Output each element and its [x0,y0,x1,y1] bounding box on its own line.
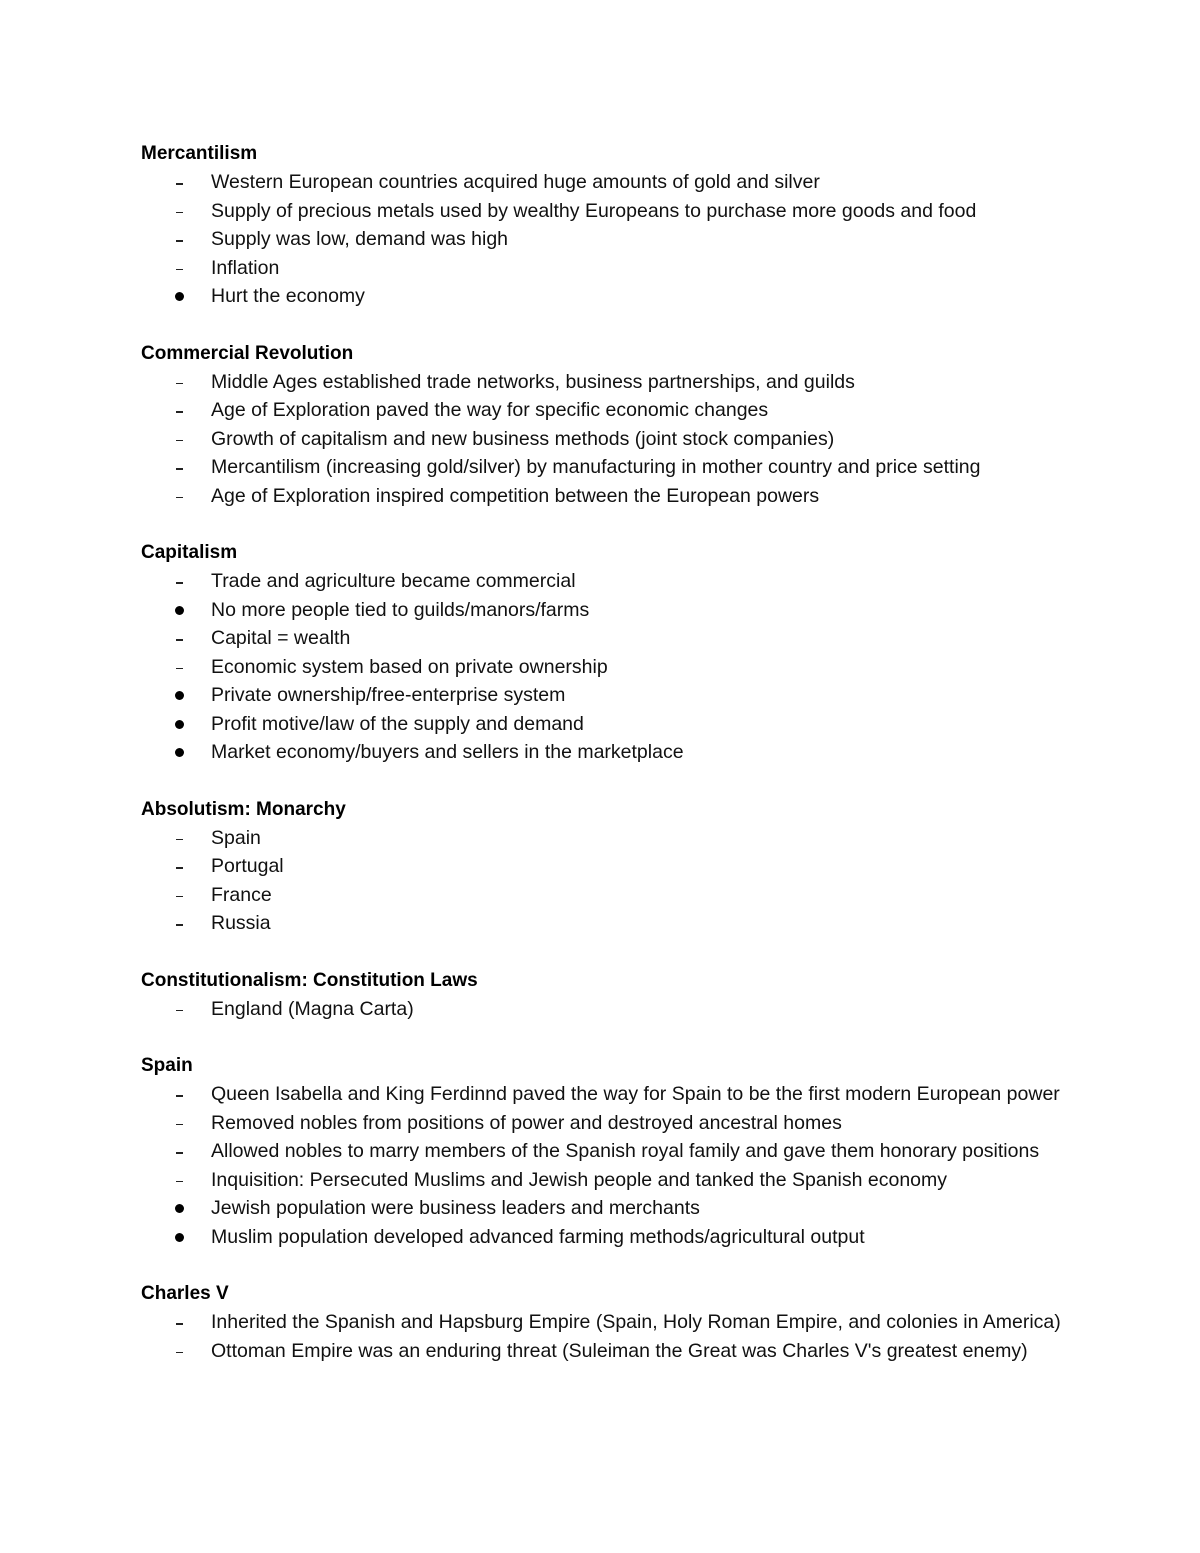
list-item-text: Supply of precious metals used by wealthy Europeans to purchase more goods and food [211,199,977,222]
list-item [141,995,1181,1024]
section [141,966,1181,1024]
list-item-text: Russia [211,912,271,934]
list-item-text: Allowed nobles to marry members of the Spanish royal family and gave them honorary positions [211,1140,1040,1162]
list-item [141,824,1181,853]
dash-icon [173,1337,189,1366]
note-list [141,368,1181,511]
list-item [141,282,1181,311]
list-item-text: Jewish population were business leaders and merchants [211,1197,700,1219]
dash-icon [173,653,189,682]
section [141,538,1181,767]
list-item [141,852,1181,881]
list-item-text: Removed nobles from positions of power and destroyed ancestral homes [211,1111,842,1134]
list-item [141,1109,1181,1138]
dash-icon [173,168,189,197]
dash-icon [173,852,189,881]
list-item-text: Market economy/buyers and sellers in the marketplace [211,741,684,763]
list-item [141,1223,1181,1252]
list-item-text: Middle Ages established trade networks, business partnerships, and guilds [211,370,855,393]
list-item-text: Spain [211,826,261,849]
list-item [141,1337,1181,1366]
bullet-icon [173,681,189,710]
section-heading: Absolutism: Monarchy [141,798,346,820]
dash-icon [173,1308,189,1337]
dash-icon [173,197,189,226]
dash-icon [173,995,189,1024]
note-list [141,824,1181,938]
list-item-text: Portugal [211,855,284,877]
section [141,339,1181,511]
list-item-text: Age of Exploration inspired competition between the European powers [211,484,820,507]
section-heading: Commercial Revolution [141,342,354,364]
list-item [141,225,1181,254]
list-item-text: Queen Isabella and King Ferdinnd paved the way for Spain to be the first modern European power [211,1083,1060,1105]
bullet-icon [173,738,189,767]
list-item [141,681,1181,710]
bullet-icon [173,282,189,311]
dash-icon [173,396,189,425]
list-item [141,710,1181,739]
dash-icon [173,824,189,853]
list-item [141,1137,1181,1166]
list-item [141,624,1181,653]
section-heading: Spain [141,1055,193,1076]
list-item [141,881,1181,910]
dash-icon [173,453,189,482]
list-item [141,1166,1181,1195]
section-heading: Mercantilism [141,143,258,164]
section-heading: Charles V [141,1283,229,1304]
bullet-icon [173,596,189,625]
bullet-icon [173,1223,189,1252]
list-item-text: Growth of capitalism and new business methods (joint stock companies) [211,427,835,450]
dash-icon [173,368,189,397]
section-heading: Constitutionalism: Constitution Laws [141,969,478,991]
list-item [141,653,1181,682]
list-item-text: Economic system based on private ownership [211,655,608,678]
section [141,139,1181,311]
list-item [141,254,1181,283]
dash-icon [173,567,189,596]
list-item-text: Capital = wealth [211,627,351,649]
list-item [141,425,1181,454]
list-item-text: Inflation [211,256,280,279]
list-item-text: Private ownership/free-enterprise system [211,684,566,706]
list-item [141,368,1181,397]
list-item-text: Western European countries acquired huge amounts of gold and silver [211,171,820,193]
section [141,795,1181,938]
note-list [141,567,1181,767]
dash-icon [173,1166,189,1195]
list-item [141,197,1181,226]
list-item-text: England (Magna Carta) [211,997,414,1020]
list-item-text: Hurt the economy [211,285,365,307]
list-item-text: Muslim population developed advanced farming methods/agricultural output [211,1225,865,1248]
dash-icon [173,225,189,254]
dash-icon [173,254,189,283]
list-item [141,1308,1181,1337]
list-item [141,482,1181,511]
list-item [141,1194,1181,1223]
bullet-icon [173,710,189,739]
dash-icon [173,1137,189,1166]
note-list [141,1308,1181,1365]
bullet-icon [173,1194,189,1223]
section [141,1051,1181,1251]
list-item [141,168,1181,197]
list-item [141,396,1181,425]
dash-icon [173,909,189,938]
list-item [141,738,1181,767]
list-item-text: Age of Exploration paved the way for specific economic changes [211,399,769,421]
dash-icon [173,482,189,511]
list-item-text: Mercantilism (increasing gold/silver) by manufacturing in mother country and price setting [211,456,981,478]
list-item [141,567,1181,596]
list-item-text: Trade and agriculture became commercial [211,570,576,592]
list-item-text: Supply was low, demand was high [211,228,509,250]
list-item [141,596,1181,625]
list-item [141,1080,1181,1109]
section [141,1279,1181,1365]
dash-icon [173,1109,189,1138]
note-list [141,995,1181,1024]
list-item-text: Inquisition: Persecuted Muslims and Jewish people and tanked the Spanish economy [211,1168,948,1191]
dash-icon [173,1080,189,1109]
dash-icon [173,425,189,454]
document-body [141,139,1181,1393]
list-item-text: Profit motive/law of the supply and demand [211,712,584,735]
note-list [141,168,1181,311]
note-list [141,1080,1181,1251]
list-item-text: Ottoman Empire was an enduring threat (Suleiman the Great was Charles V's greatest enemy) [211,1339,1028,1362]
dash-icon [173,881,189,910]
section-heading: Capitalism [141,542,238,563]
list-item-text: Inherited the Spanish and Hapsburg Empire (Spain, Holy Roman Empire, and colonies in America) [211,1311,1061,1333]
list-item [141,453,1181,482]
list-item [141,909,1181,938]
list-item-text: France [211,883,272,906]
list-item-text: No more people tied to guilds/manors/farms [211,598,590,621]
dash-icon [173,624,189,653]
